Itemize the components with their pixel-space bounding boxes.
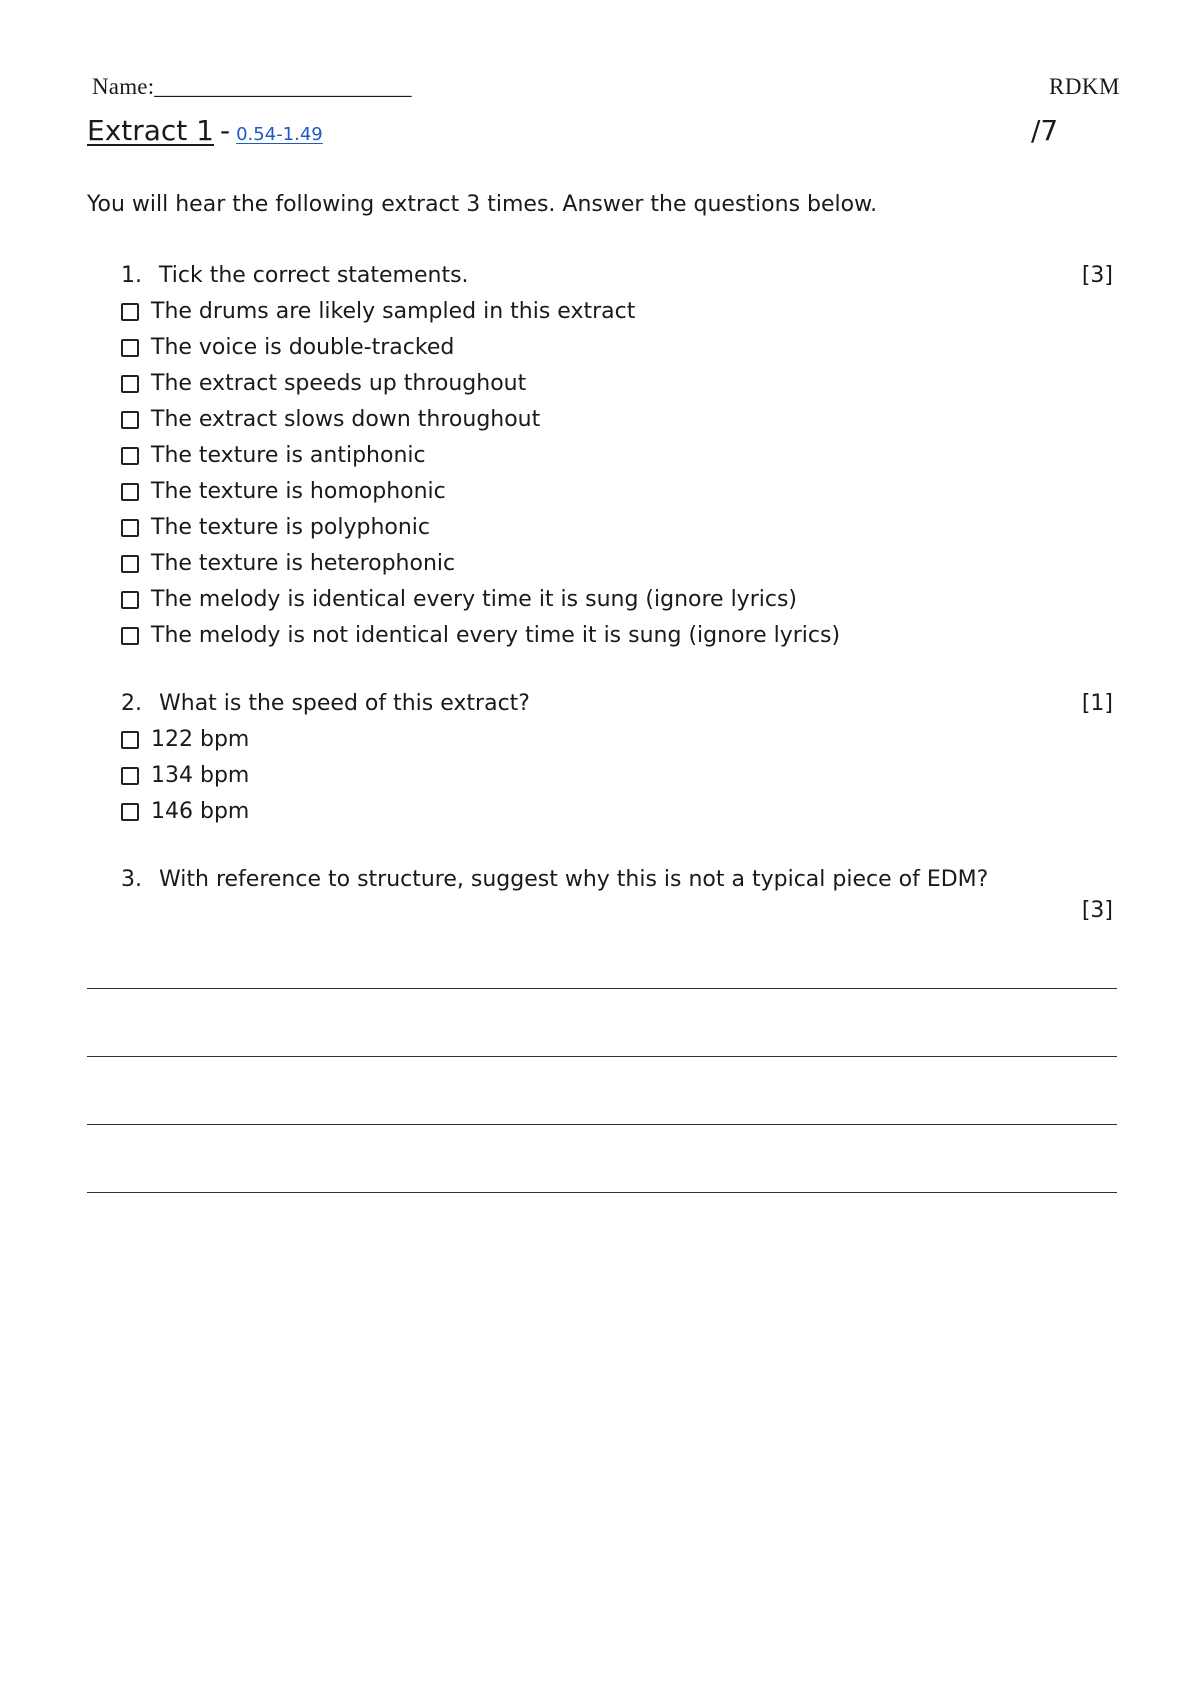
- checkbox[interactable]: [121, 591, 139, 609]
- question-header: [121, 686, 1121, 722]
- option-item: [121, 794, 1121, 830]
- answer-line[interactable]: [87, 1124, 1117, 1125]
- timestamp-link[interactable]: 0.54-1.49: [236, 124, 323, 145]
- question-text: With reference to structure, suggest why this is not a typical piece of EDM?: [159, 867, 989, 892]
- question-2: [121, 686, 1121, 830]
- question-header: [121, 862, 1121, 898]
- option-item: [121, 510, 1121, 546]
- option-item: [121, 438, 1121, 474]
- checkbox[interactable]: [121, 555, 139, 573]
- question-text: Tick the correct statements.: [159, 263, 469, 288]
- option-item: [121, 582, 1121, 618]
- option-item: [121, 402, 1121, 438]
- checkbox[interactable]: [121, 447, 139, 465]
- option-label: The texture is polyphonic: [151, 515, 431, 540]
- option-item: [121, 474, 1121, 510]
- checkbox[interactable]: [121, 303, 139, 321]
- option-label: The melody is not identical every time it is sung (ignore lyrics): [151, 623, 841, 648]
- option-label: 122 bpm: [151, 727, 250, 752]
- option-label: The melody is identical every time it is sung (ignore lyrics): [151, 587, 798, 612]
- question-header: [121, 258, 1121, 294]
- option-label: The voice is double-tracked: [151, 335, 455, 360]
- answer-line[interactable]: [87, 988, 1117, 989]
- question-marks: [3]: [1081, 898, 1113, 923]
- question-text: What is the speed of this extract?: [159, 691, 530, 716]
- question-number: 1.: [121, 263, 142, 288]
- checkbox[interactable]: [121, 519, 139, 537]
- option-list: [121, 294, 1121, 654]
- option-item: [121, 330, 1121, 366]
- option-label: 134 bpm: [151, 763, 250, 788]
- checkbox[interactable]: [121, 339, 139, 357]
- question-1: [121, 258, 1121, 654]
- option-item: [121, 722, 1121, 758]
- option-label: The extract speeds up throughout: [151, 371, 527, 396]
- option-list: [121, 722, 1121, 830]
- option-item: [121, 758, 1121, 794]
- teacher-code: RDKM: [1048, 74, 1120, 99]
- checkbox[interactable]: [121, 803, 139, 821]
- option-label: The texture is antiphonic: [151, 443, 426, 468]
- title-separator: -: [220, 114, 231, 147]
- question-3: [121, 862, 1121, 923]
- extract-heading: [87, 114, 323, 147]
- checkbox[interactable]: [121, 483, 139, 501]
- option-label: The drums are likely sampled in this extract: [151, 299, 636, 324]
- checkbox[interactable]: [121, 375, 139, 393]
- answer-line[interactable]: [87, 1192, 1117, 1193]
- extract-title: Extract 1: [87, 114, 214, 147]
- option-label: The texture is heterophonic: [151, 551, 456, 576]
- option-item: [121, 366, 1121, 402]
- option-label: The extract slows down throughout: [151, 407, 541, 432]
- total-marks: /7: [1031, 114, 1059, 147]
- option-label: The texture is homophonic: [151, 479, 446, 504]
- checkbox[interactable]: [121, 767, 139, 785]
- checkbox[interactable]: [121, 627, 139, 645]
- question-marks: [3]: [1081, 263, 1113, 288]
- name-field-label: Name:______________________: [92, 74, 412, 99]
- option-item: [121, 618, 1121, 654]
- question-marks: [1]: [1081, 691, 1113, 716]
- instructions-text: You will hear the following extract 3 times. Answer the questions below.: [87, 192, 878, 217]
- checkbox[interactable]: [121, 411, 139, 429]
- option-label: 146 bpm: [151, 799, 250, 824]
- checkbox[interactable]: [121, 731, 139, 749]
- answer-line[interactable]: [87, 1056, 1117, 1057]
- option-item: [121, 546, 1121, 582]
- question-number: 2.: [121, 691, 142, 716]
- option-item: [121, 294, 1121, 330]
- question-number: 3.: [121, 867, 142, 892]
